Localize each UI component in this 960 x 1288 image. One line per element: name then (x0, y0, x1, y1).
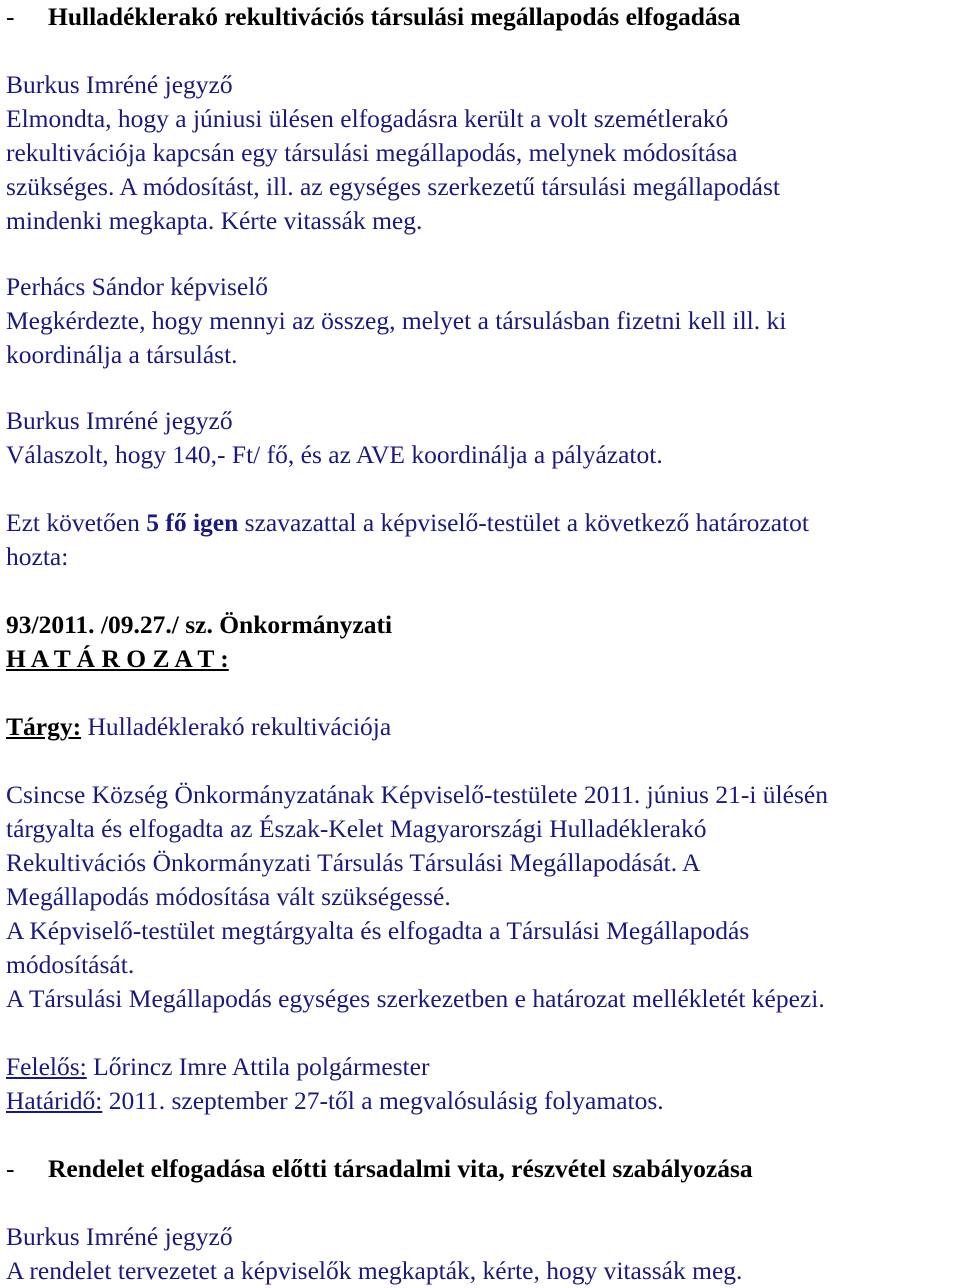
speaker-name: Burkus Imréné jegyző (6, 406, 233, 435)
speaker-name: Burkus Imréné jegyző (6, 1222, 233, 1251)
responsible-label: Felelős: (6, 1052, 87, 1081)
resolution-body-line: Megállapodás módosítása vált szükségessé. (6, 882, 451, 911)
speaker-name: Perhács Sándor képviselő (6, 272, 269, 301)
resolution-body-line: tárgyalta és elfogadta az Észak-Kelet Magyarországi Hulladéklerakó (6, 814, 707, 843)
deadline-line (6, 1084, 664, 1118)
resolution-body-line: módosítását. (6, 950, 135, 979)
resolution-body-line: A Képviselő-testület megtárgyalta és elfogadta a Társulási Megállapodás (6, 916, 750, 945)
resolution-body-line: A Társulási Megállapodás egységes szerkezetben e határozat mellékletét képezi. (6, 984, 825, 1013)
subject-label: Tárgy: (6, 712, 82, 741)
section-heading (6, 0, 740, 34)
dash-bullet: - (6, 1154, 15, 1183)
subject-text: Hulladéklerakó rekultivációja (81, 712, 392, 741)
vote-line: hozta: (6, 542, 69, 571)
responsible-line (6, 1050, 429, 1084)
dash-bullet: - (6, 2, 15, 31)
resolution-heading: H A T Á R O Z A T : (6, 644, 229, 673)
speech-line: Elmondta, hogy a júniusi ülésen elfogadásra került a volt szemétlerakó (6, 104, 729, 133)
vote-suffix: szavazattal a képviselő-testület a következő határozatot (238, 508, 809, 537)
speech-line: A rendelet tervezetet a képviselők megkapták, kérte, hogy vitassák meg. (6, 1256, 743, 1285)
speech-line: koordinálja a társulást. (6, 340, 238, 369)
deadline-label: Határidő: (6, 1086, 103, 1115)
deadline-text: 2011. szeptember 27-től a megvalósulásig folyamatos. (102, 1086, 664, 1115)
vote-prefix: Ezt követően (6, 508, 147, 537)
speech-line: Megkérdezte, hogy mennyi az összeg, melyet a társulásban fizetni kell ill. ki (6, 306, 787, 335)
responsible-text: Lőrincz Imre Attila polgármester (86, 1052, 430, 1081)
section-heading (6, 1152, 753, 1186)
resolution-number: 93/2011. /09.27./ sz. Önkormányzati (6, 610, 393, 639)
vote-count: 5 fő igen (146, 508, 239, 537)
speech-line: rekultivációja kapcsán egy társulási megállapodás, melynek módosítása (6, 138, 738, 167)
speech-line: szükséges. A módosítást, ill. az egységes szerkezetű társulási megállapodást (6, 172, 781, 201)
section-title: Hulladéklerakó rekultivációs társulási megállapodás elfogadása (48, 2, 741, 31)
section-title: Rendelet elfogadása előtti társadalmi vita, részvétel szabályozása (48, 1154, 753, 1183)
vote-line (6, 506, 809, 540)
resolution-body-line: Csincse Község Önkormányzatának Képviselő-testülete 2011. június 21-i ülésén (6, 780, 828, 809)
speech-line: Válaszolt, hogy 140,- Ft/ fő, és az AVE koordinálja a pályázatot. (6, 440, 663, 469)
resolution-body-line: Rekultivációs Önkormányzati Társulás Társulási Megállapodását. A (6, 848, 701, 877)
speaker-name: Burkus Imréné jegyző (6, 70, 233, 99)
subject-line (6, 710, 391, 744)
speech-line: mindenki megkapta. Kérte vitassák meg. (6, 206, 423, 235)
